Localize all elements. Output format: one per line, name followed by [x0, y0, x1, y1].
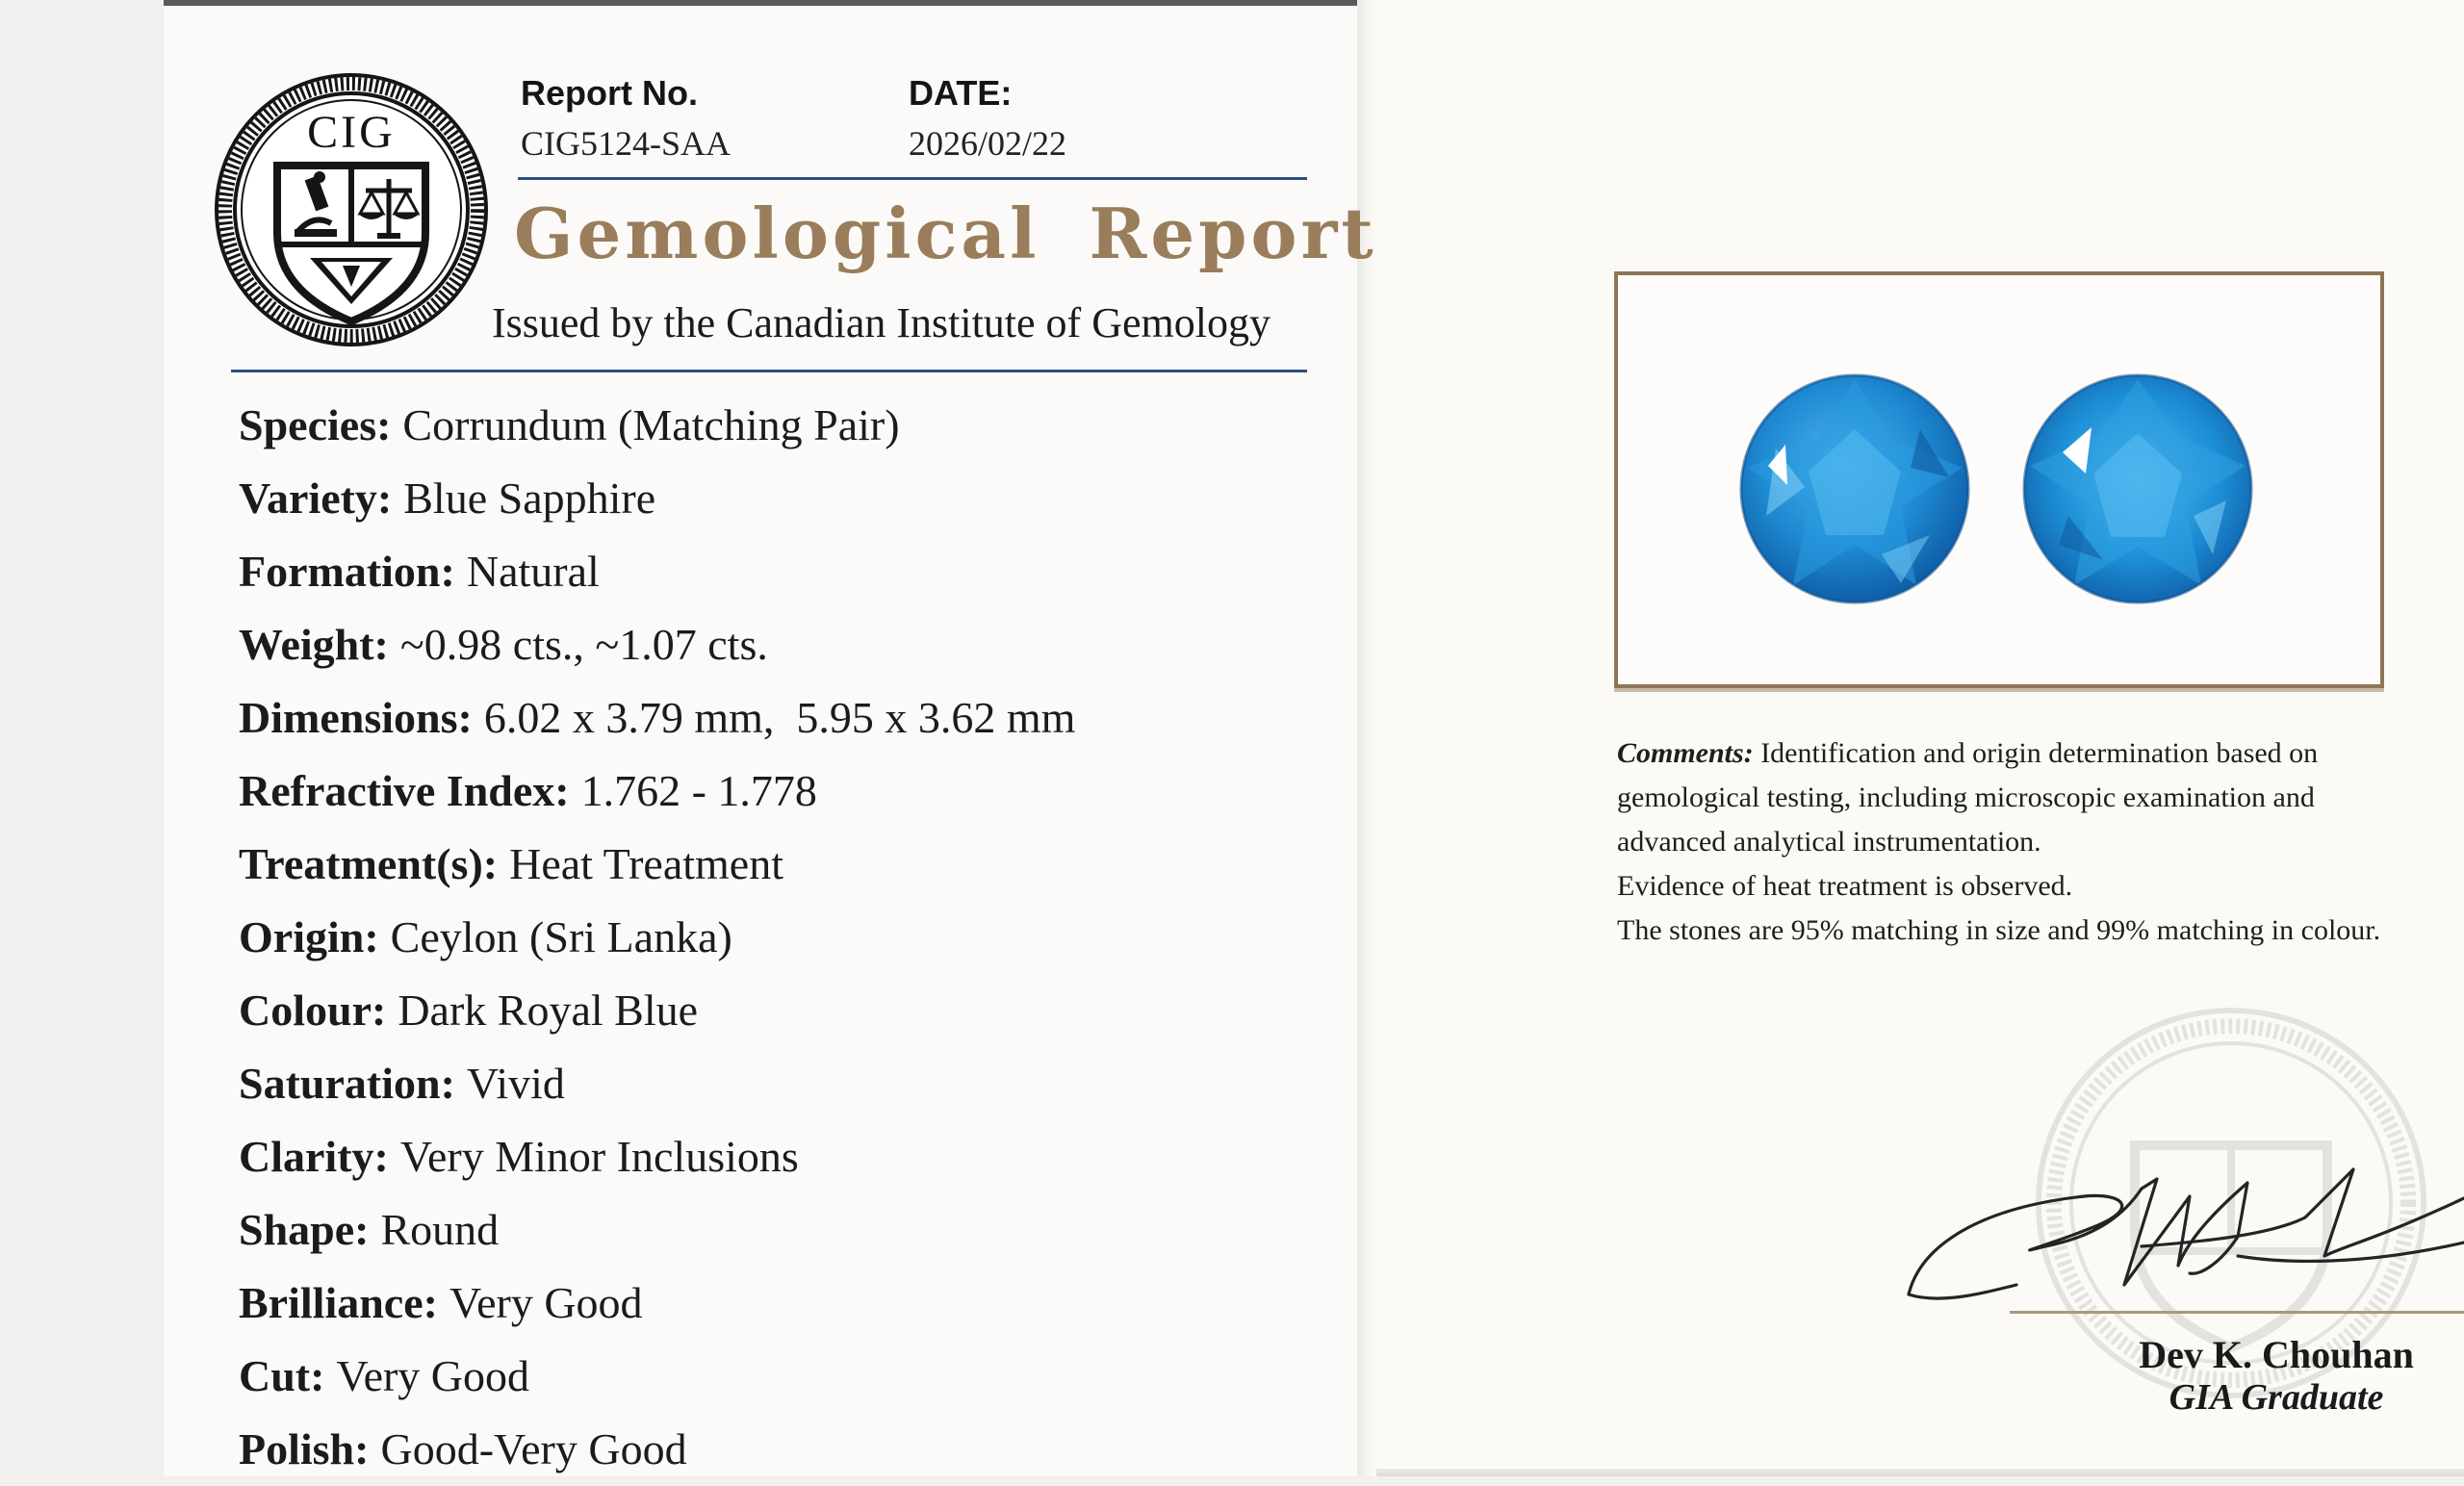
field-label: Clarity: [239, 1132, 389, 1181]
comments-text: Identification and origin determination based on [1760, 737, 2319, 769]
field-brilliance [239, 1267, 1336, 1340]
field-value: Blue Sapphire [403, 474, 656, 523]
signature-line [2010, 1311, 2464, 1314]
field-value: Vivid [466, 1059, 565, 1108]
field-value: Ceylon (Sri Lanka) [390, 912, 732, 961]
field-cut [239, 1340, 1336, 1413]
comments-line: The stones are 95% matching in size and 99% matching in colour. [1617, 914, 2381, 946]
field-label: Cut: [239, 1351, 325, 1400]
field-value: Dark Royal Blue [398, 986, 699, 1035]
field-species [239, 389, 1336, 462]
field-label: Saturation: [239, 1059, 455, 1108]
field-value: Round [380, 1205, 500, 1254]
field-label: Treatment(s): [239, 839, 499, 888]
field-label: Weight: [239, 620, 389, 669]
page-top-edge [164, 0, 1357, 6]
field-label: Formation: [239, 547, 455, 596]
seal-initials: CIG [307, 107, 396, 158]
field-dimensions [239, 681, 1336, 755]
photo-frame-underline [1614, 688, 2384, 692]
field-value: Very Good [449, 1278, 643, 1327]
signatory-title: GIA Graduate [2169, 1377, 2384, 1418]
field-shape [239, 1193, 1336, 1267]
comments-block [1617, 731, 2445, 953]
date-label: DATE: [909, 73, 1013, 113]
date-value: 2026/02/22 [909, 124, 1067, 163]
field-polish [239, 1413, 1336, 1486]
sapphire-left-icon [1737, 372, 1972, 606]
issued-by-line: Issued by the Canadian Institute of Gemology [492, 299, 1270, 346]
field-value: ~0.98 cts., ~1.07 cts. [399, 620, 768, 669]
report-title: Gemological Report [514, 192, 1377, 274]
cig-seal-logo [214, 69, 489, 350]
field-variety [239, 462, 1336, 535]
header-divider-top [518, 177, 1307, 180]
field-label: Dimensions: [239, 693, 473, 742]
field-value: Very Minor Inclusions [399, 1132, 799, 1181]
report-no-value: CIG5124-SAA [521, 124, 732, 163]
comments-line: Evidence of heat treatment is observed. [1617, 870, 2073, 902]
field-origin [239, 901, 1336, 974]
report-no-label: Report No. [521, 73, 698, 113]
field-value: 6.02 x 3.79 mm, 5.95 x 3.62 mm [483, 693, 1076, 742]
field-clarity [239, 1120, 1336, 1193]
gem-photo-frame [1614, 271, 2384, 688]
header-divider-bottom [231, 370, 1307, 372]
field-label: Polish: [239, 1424, 370, 1473]
field-value: Good-Very Good [380, 1424, 687, 1473]
field-colour [239, 974, 1336, 1047]
field-refractive-index [239, 755, 1336, 828]
signature-mark [1901, 1150, 2464, 1314]
comments-line: advanced analytical instrumentation. [1617, 826, 2041, 858]
comments-line [1617, 731, 2445, 776]
field-label: Species: [239, 400, 392, 449]
field-treatments [239, 828, 1336, 901]
field-value: 1.762 - 1.778 [580, 766, 817, 815]
field-weight [239, 608, 1336, 681]
field-value: Corrundum (Matching Pair) [402, 400, 900, 449]
page-bottom-edge [1376, 1469, 2464, 1476]
field-label: Brilliance: [239, 1278, 438, 1327]
handwritten-signature-icon [1901, 1150, 2464, 1314]
field-label: Variety: [239, 474, 393, 523]
field-label: Origin: [239, 912, 379, 961]
field-label: Shape: [239, 1205, 370, 1254]
field-value: Heat Treatment [509, 839, 783, 888]
field-value: Very Good [336, 1351, 530, 1400]
signatory-name: Dev K. Chouhan [2139, 1333, 2414, 1376]
field-saturation [239, 1047, 1336, 1120]
field-formation [239, 535, 1336, 608]
field-label: Refractive Index: [239, 766, 570, 815]
field-label: Colour: [239, 986, 387, 1035]
comments-label: Comments: [1617, 737, 1754, 769]
sapphire-right-icon [2020, 372, 2255, 606]
field-value: Natural [466, 547, 600, 596]
gem-properties-list [239, 389, 1336, 1486]
comments-line: gemological testing, including microscopic examination and [1617, 781, 2315, 813]
